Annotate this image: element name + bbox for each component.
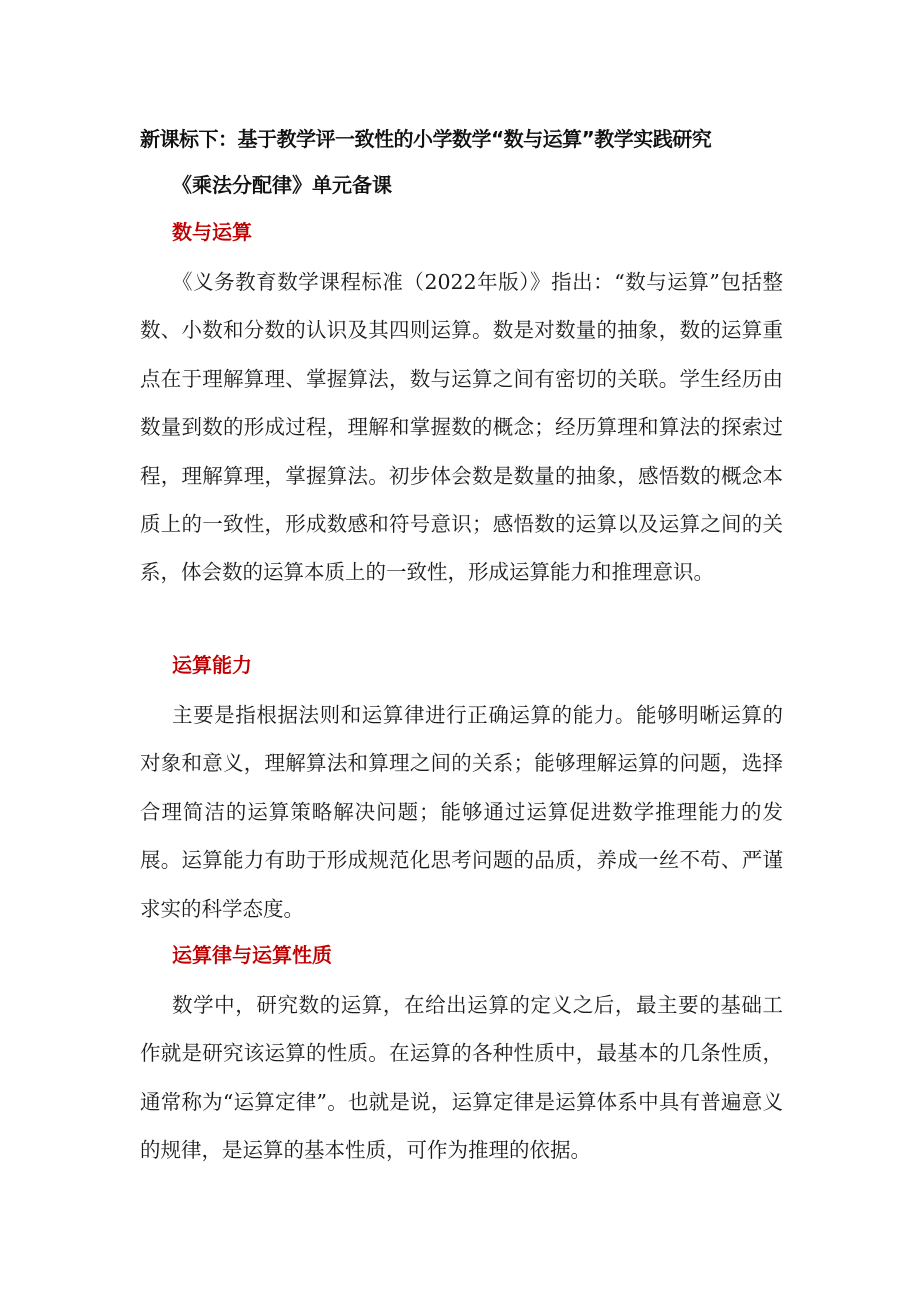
section-body-number-and-operation: 《义务教育数学课程标准（2022年版）》指出：“数与运算”包括整数、小数和分数的认识及其四则运算。数是对数量的抽象，数的运算重点在于理解算理、掌握算法，数与运算之间有密切的关联。学生经历由数量到数的形成过程，理解和掌握数的概念；经历算理和算法的探索过程，理解算理，掌握算法。初步体会数是数量的抽象，感悟数的概念本质上的一致性，形成数感和符号意识；感悟数的运算以及运算之间的关系，体会数的运算本质上的一致性，形成运算能力和推理意识。: [140, 270, 783, 585]
document-title: 新课标下：基于教学评一致性的小学数学“数与运算”教学实践研究: [140, 127, 712, 151]
section-heading-operation-laws: 运算律与运算性质: [172, 943, 332, 967]
section-body-operation-ability: 主要是指根据法则和运算律进行正确运算的能力。能够明晰运算的对象和意义，理解算法和算理之间的关系；能够理解运算的问题，选择合理简洁的运算策略解决问题；能够通过运算促进数学推理能力的发展。运算能力有助于形成规范化思考问题的品质，养成一丝不苟、严谨求实的科学态度。: [140, 703, 783, 921]
section-heading-number-and-operation: 数与运算: [172, 220, 252, 244]
section-body-operation-laws: 数学中，研究数的运算，在给出运算的定义之后，最主要的基础工作就是研究该运算的性质。在运算的各种性质中，最基本的几条性质，通常称为“运算定律”。也就是说，运算定律是运算体系中具有普遍意义的规律，是运算的基本性质，可作为推理的依据。: [140, 993, 783, 1163]
document-subtitle: 《乘法分配律》单元备课: [172, 173, 392, 197]
section-heading-operation-ability: 运算能力: [172, 653, 252, 677]
